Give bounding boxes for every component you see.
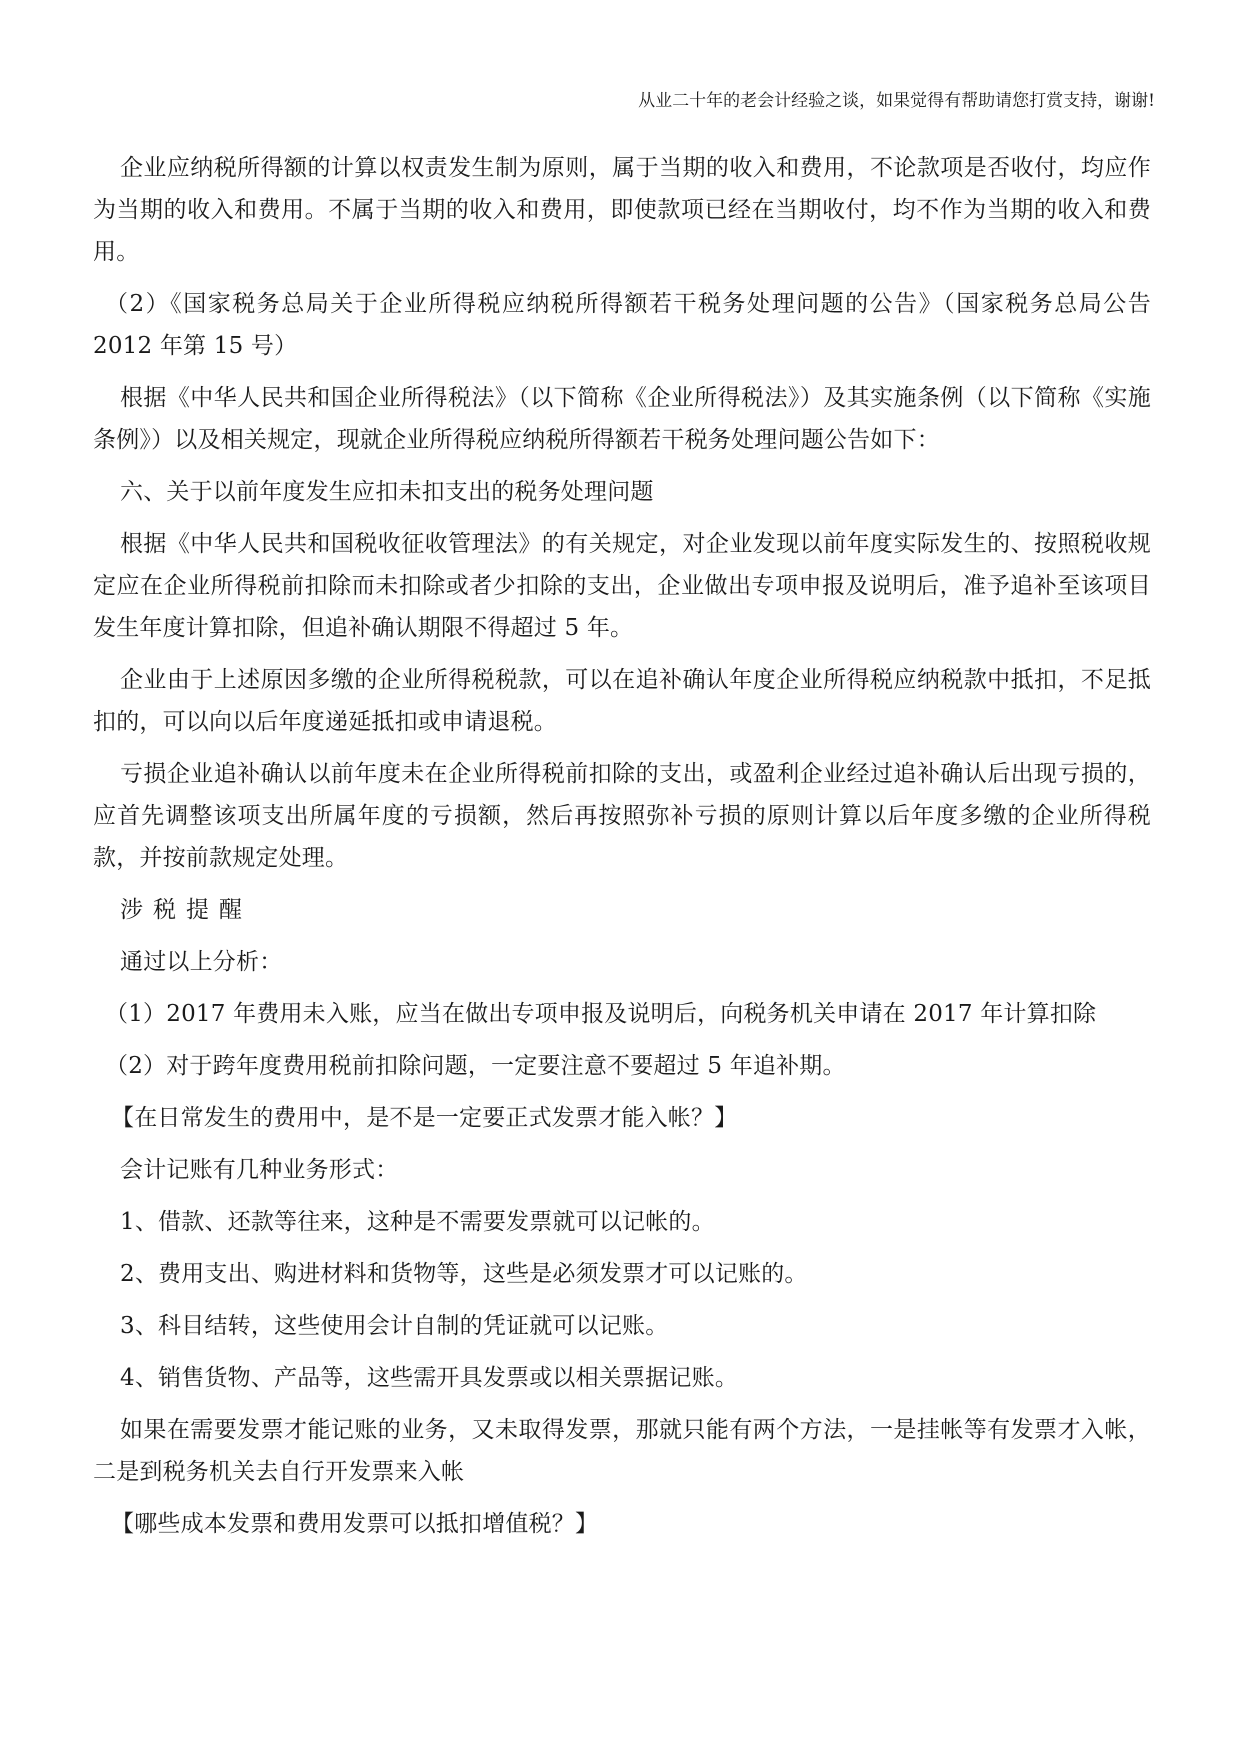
list-item-reminder-1: （1）2017 年费用未入账，应当在做出专项申报及说明后，向税务机关申请在 2017 年计算扣除 [105,1001,1097,1027]
paragraph-bookkeeping-forms: 会计记账有几种业务形式： [120,1157,399,1183]
question-heading-vat-deduction: 【哪些成本发票和费用发票可以抵扣增值税？】 [111,1511,599,1537]
list-item-reminder-2: （2）对于跨年度费用税前扣除问题，一定要注意不要超过 5 年追补期。 [105,1053,846,1079]
paragraph-loss-enterprise: 亏损企业追补确认以前年度未在企业所得税前扣除的支出，或盈利企业经过追补确认后出现亏损的，应首先调整该项支出所属年度的亏损额，然后再按照弥补亏损的原则计算以后年度多缴的企业所得税款，并按前款规定处理。 [93,761,1151,871]
list-item-form-3: 3、科目结转，这些使用会计自制的凭证就可以记账。 [120,1313,669,1339]
paragraph-analysis-intro: 通过以上分析： [120,949,283,975]
question-heading-invoice: 【在日常发生的费用中，是不是一定要正式发票才能入帐？】 [111,1105,738,1131]
paragraph-legal-basis: 根据《中华人民共和国企业所得税法》（以下简称《企业所得税法》）及其实施条例（以下简称《实施条例》）以及相关规定，现就企业所得税应纳税所得额若干税务处理问题公告如下： [93,385,1151,453]
paragraph-overpaid-tax: 企业由于上述原因多缴的企业所得税税款，可以在追补确认年度企业所得税应纳税款中抵扣，不足抵扣的，可以向以后年度递延抵扣或申请退税。 [93,667,1151,735]
list-item-form-2: 2、费用支出、购进材料和货物等，这些是必须发票才可以记账的。 [120,1261,808,1287]
page-header-note: 从业二十年的老会计经验之谈，如果觉得有帮助请您打赏支持，谢谢! [638,91,1155,111]
section-heading-tax-reminder: 涉税提醒 [120,897,252,923]
paragraph-announcement-title: （2）《国家税务总局关于企业所得税应纳税所得额若干税务处理问题的公告》（国家税务总局公告 2012 年第 15 号） [93,291,1151,359]
list-item-form-4: 4、销售货物、产品等，这些需开具发票或以相关票据记账。 [120,1365,739,1391]
section-heading-six: 六、关于以前年度发生应扣未扣支出的税务处理问题 [120,479,654,505]
document-body [93,147,1151,1555]
list-item-form-1: 1、借款、还款等往来，这种是不需要发票就可以记帐的。 [120,1209,715,1235]
paragraph-deduction-rule: 根据《中华人民共和国税收征收管理法》的有关规定，对企业发现以前年度实际发生的、按照税收规定应在企业所得税前扣除而未扣除或者少扣除的支出，企业做出专项申报及说明后，准予追补至该项目发生年度计算扣除，但追补确认期限不得超过 5 年。 [93,531,1151,641]
paragraph-no-invoice-methods: 如果在需要发票才能记账的业务，又未取得发票，那就只能有两个方法，一是挂帐等有发票才入帐，二是到税务机关去自行开发票来入帐 [93,1417,1151,1485]
paragraph-accrual-principle: 企业应纳税所得额的计算以权责发生制为原则，属于当期的收入和费用，不论款项是否收付，均应作为当期的收入和费用。不属于当期的收入和费用，即使款项已经在当期收付，均不作为当期的收入和费用。 [93,155,1151,265]
